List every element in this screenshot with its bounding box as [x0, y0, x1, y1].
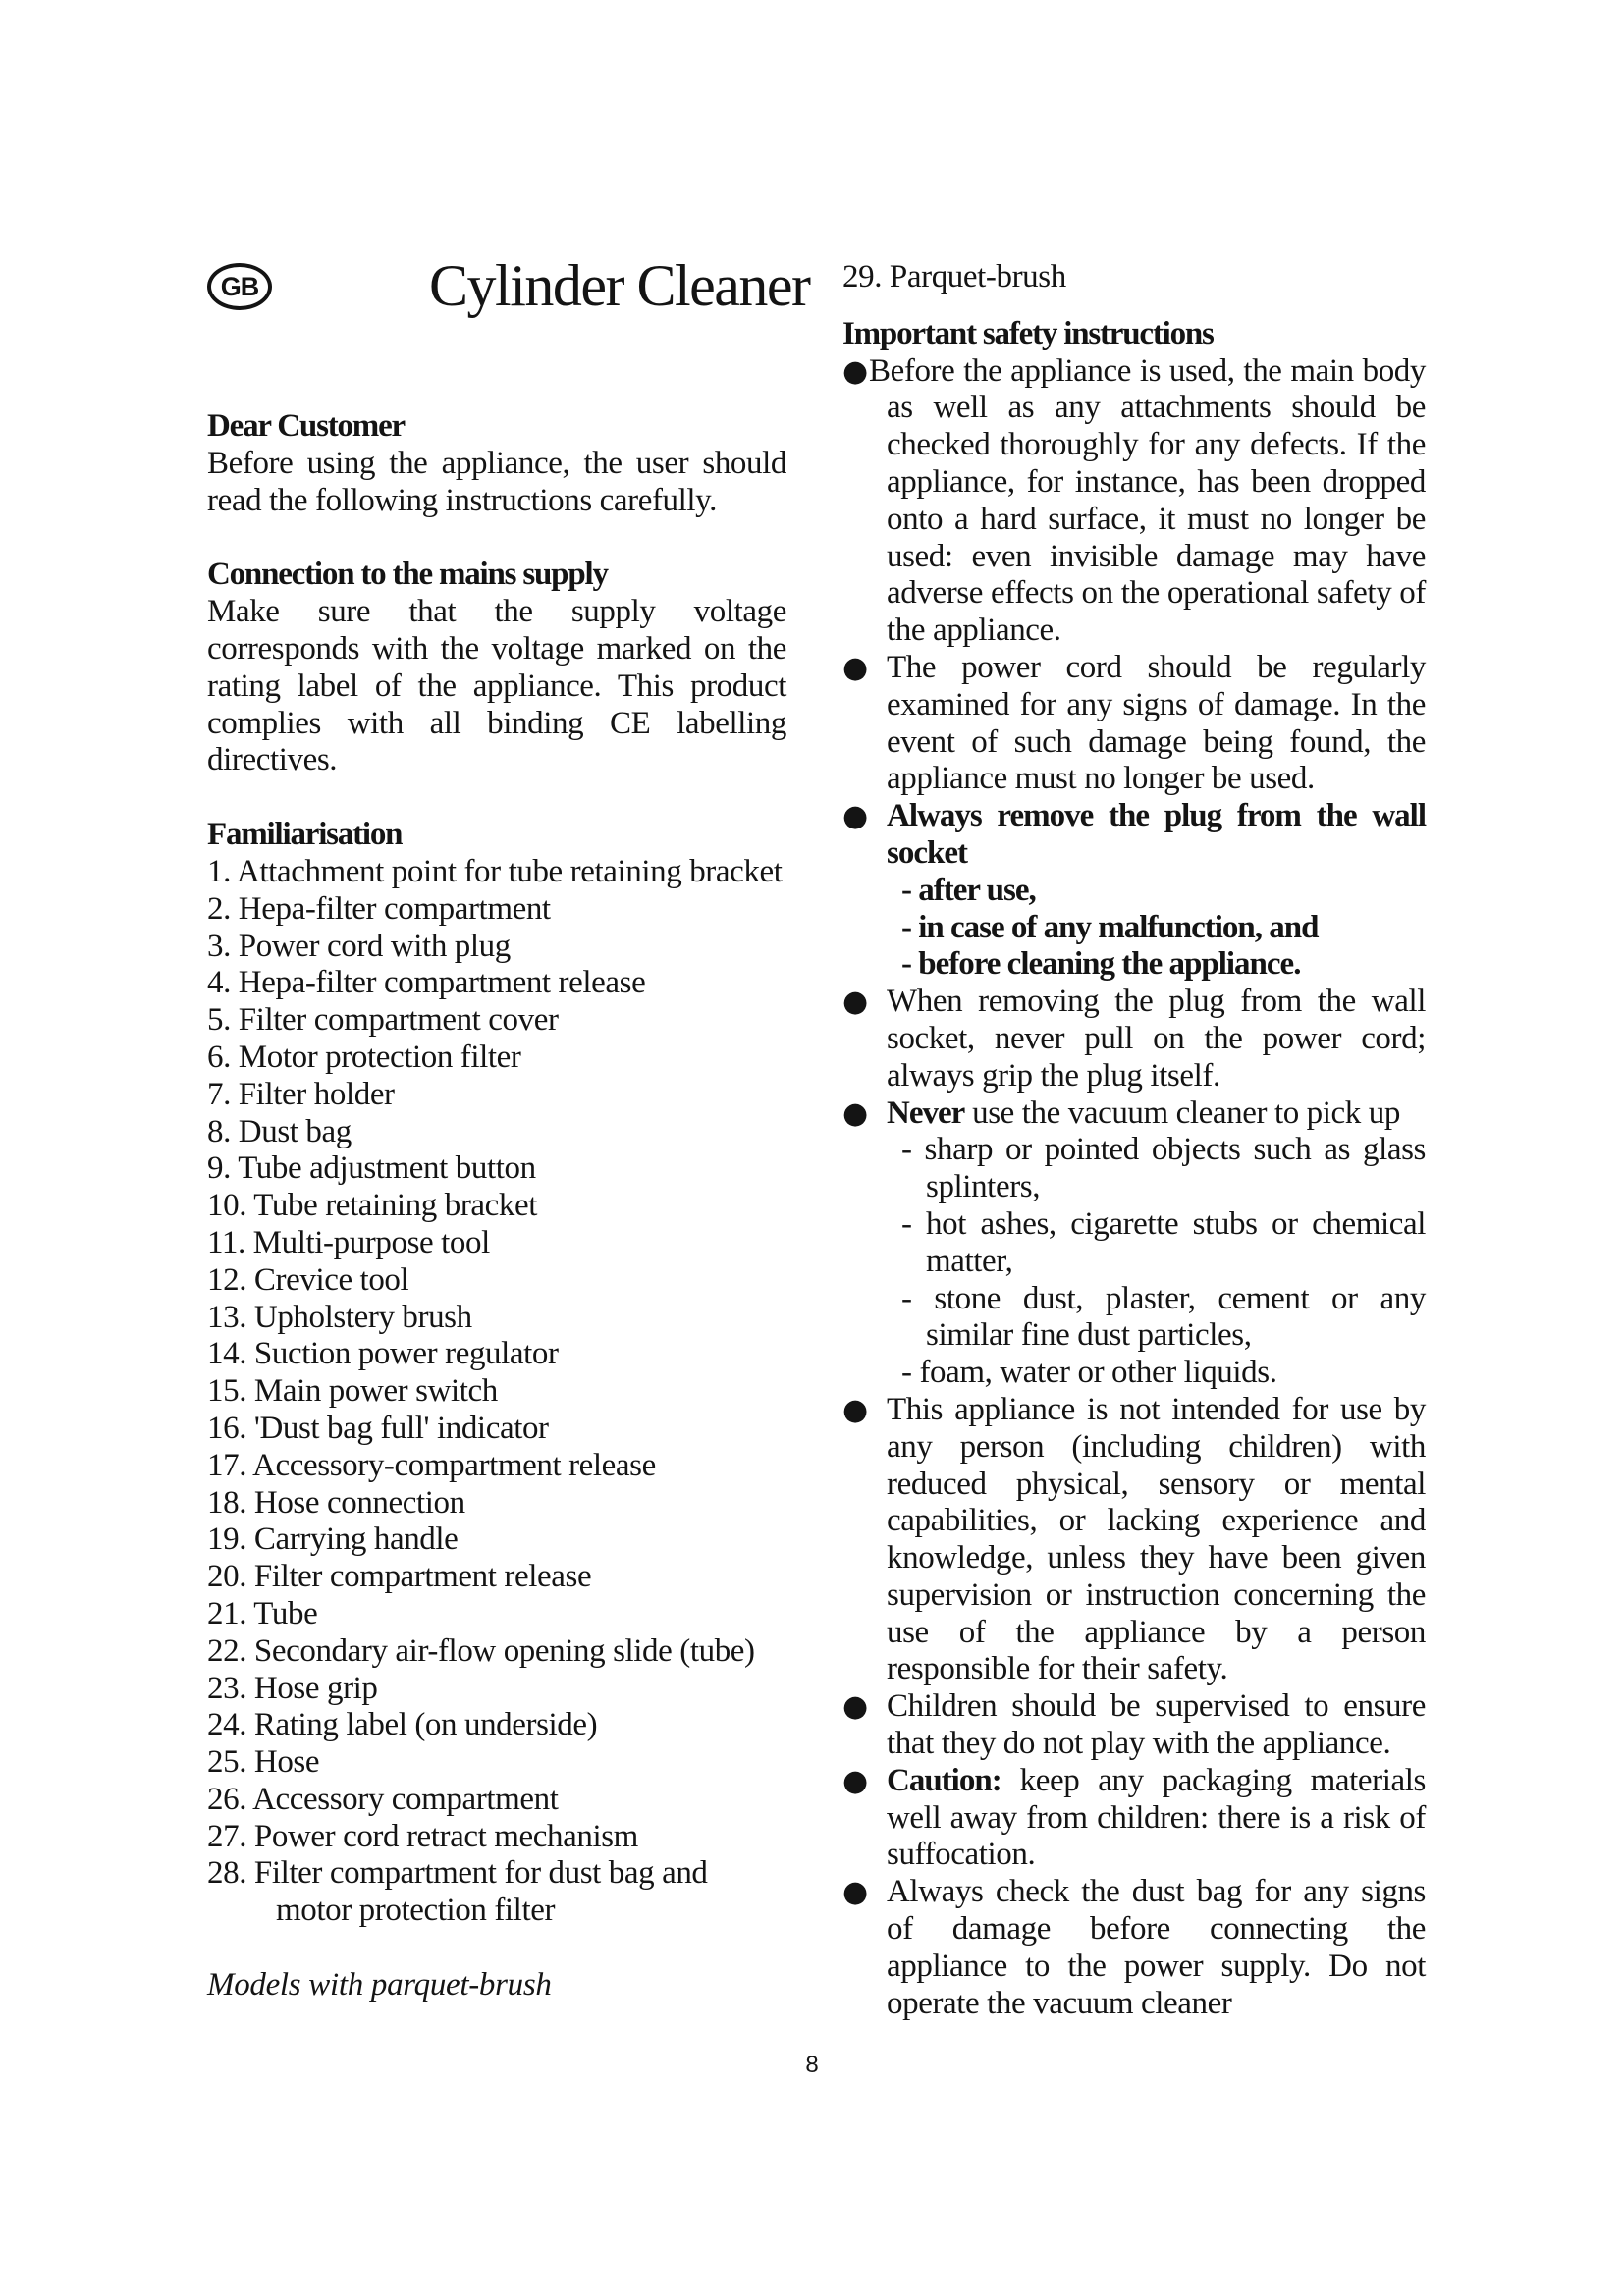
- safety-subitem: - before cleaning the appliance.: [901, 946, 1301, 983]
- list-item: 20. Filter compartment release: [207, 1559, 592, 1595]
- list-item: 15. Main power switch: [207, 1373, 498, 1410]
- list-item: 8. Dust bag: [207, 1113, 352, 1149]
- safety-text: Always check the dust bag for any signs of damage before connecting the appliance to the power supply. Do not operate the vacuum cleaner: [887, 1874, 1426, 2021]
- safety-subitem: - sharp or pointed objects such as glass splinters,: [901, 1132, 1426, 1205]
- safety-text: When removing the plug from the wall socket, never pull on the power cord; always grip the plug itself.: [887, 984, 1426, 1094]
- list-item: 24. Rating label (on underside): [207, 1707, 598, 1743]
- list-item: 17. Accessory-compartment release: [207, 1447, 656, 1483]
- list-item: 25. Hose: [207, 1744, 320, 1781]
- safety-bullet: [842, 798, 1426, 984]
- list-item: 27. Power cord retract mechanism: [207, 1818, 638, 1854]
- left-column: [207, 408, 786, 2004]
- parts-list: [207, 854, 786, 1930]
- safety-bold-text: ● Always remove the plug from the wall socket: [887, 798, 1426, 871]
- safety-bold-text: Never: [887, 1095, 965, 1131]
- safety-bullet: [842, 1763, 1426, 1874]
- safety-bullet: [842, 650, 1426, 798]
- list-item: 23. Hose grip: [207, 1670, 378, 1706]
- safety-subitem: - in case of any malfunction, and: [901, 909, 1319, 945]
- safety-text: Children should be supervised to ensure that they do not play with the appliance.: [887, 1688, 1426, 1762]
- list-item: 2. Hepa-filter compartment: [207, 890, 551, 927]
- safety-heading: Important safety instructions: [842, 315, 1214, 351]
- language-badge: GB: [207, 263, 272, 310]
- list-item: 26. Accessory compartment: [207, 1781, 559, 1817]
- safety-text: This appliance is not intended for use by any person (including children) with reduced physical, sensory or mental capabilities, or lacking experience and knowledge, unless they have been given supervision or instruction concerning the use of the appliance by a person responsible for their safety.: [887, 1391, 1426, 1687]
- safety-bullet: [842, 1688, 1426, 1763]
- safety-text: use the vacuum cleaner to pick up: [964, 1095, 1400, 1131]
- safety-text: keep any packaging materials well away from children: there is a risk of suffocation.: [887, 1762, 1426, 1873]
- safety-bold-text: Caution:: [887, 1762, 1001, 1798]
- dear-customer-heading: Dear Customer: [207, 408, 405, 444]
- familiarisation-heading: Familiarisation: [207, 817, 403, 853]
- list-item: 21. Tube: [207, 1595, 318, 1631]
- models-note: Models with parquet-brush: [207, 1967, 552, 2003]
- page-title: Cylinder Cleaner: [429, 253, 810, 318]
- safety-subitem: - stone dust, plaster, cement or any similar fine dust particles,: [901, 1280, 1426, 1354]
- list-item: 6. Motor protection filter: [207, 1039, 521, 1075]
- safety-subitem: - hot ashes, cigarette stubs or chemical matter,: [901, 1205, 1426, 1279]
- right-column: [842, 259, 1426, 2022]
- list-item: 14. Suction power regulator: [207, 1336, 559, 1372]
- safety-bullet: [842, 1392, 1426, 1688]
- safety-bullet: [842, 1095, 1426, 1392]
- list-item: 11. Multi-purpose tool: [207, 1224, 490, 1260]
- safety-text: The power cord should be regularly examined for any signs of damage. In the event of such damage being found, the appliance must no longer be used.: [887, 649, 1426, 797]
- safety-bullet: [842, 353, 1426, 650]
- list-item: 7. Filter holder: [207, 1076, 395, 1112]
- safety-subitem: - after use,: [901, 872, 1036, 908]
- list-item: 13. Upholstery brush: [207, 1299, 472, 1335]
- safety-text: Before the appliance is used, the main body as well as any attachments should be checked thoroughly for any defects. If the appliance, for instance, has been dropped onto a hard surface, it must no longer be used: even invisible damage may have adverse effects on the operational safety of the appliance.: [869, 352, 1426, 649]
- dear-customer-text: Before using the appliance, the user should read the following instructions carefully.: [207, 445, 786, 518]
- list-item: 3. Power cord with plug: [207, 928, 511, 964]
- list-item: 22. Secondary air-flow opening slide (tube): [207, 1632, 755, 1669]
- list-item: 28. Filter compartment for dust bag and motor protection filter: [207, 1855, 708, 1929]
- list-item: 9. Tube adjustment button: [207, 1150, 536, 1187]
- list-item: 10. Tube retaining bracket: [207, 1188, 538, 1224]
- list-item: 12. Crevice tool: [207, 1261, 409, 1298]
- safety-bullet: [842, 984, 1426, 1095]
- list-item: 1. Attachment point for tube retaining bracket: [207, 853, 783, 889]
- list-item: 19. Carrying handle: [207, 1522, 459, 1558]
- list-item: 16. 'Dust bag full' indicator: [207, 1410, 549, 1446]
- connection-text: Make sure that the supply voltage corresponds with the voltage marked on the rating label of the appliance. This product complies with all binding CE labelling directives.: [207, 594, 786, 778]
- safety-bullet: [842, 1874, 1426, 2022]
- list-item: 5. Filter compartment cover: [207, 1002, 559, 1039]
- list-item: 4. Hepa-filter compartment release: [207, 965, 646, 1001]
- page-number: 8: [805, 2052, 819, 2078]
- list-item: 29. Parquet-brush: [842, 259, 1066, 294]
- safety-subitem: - foam, water or other liquids.: [901, 1355, 1277, 1391]
- connection-heading: Connection to the mains supply: [207, 557, 608, 593]
- list-item: 18. Hose connection: [207, 1484, 465, 1521]
